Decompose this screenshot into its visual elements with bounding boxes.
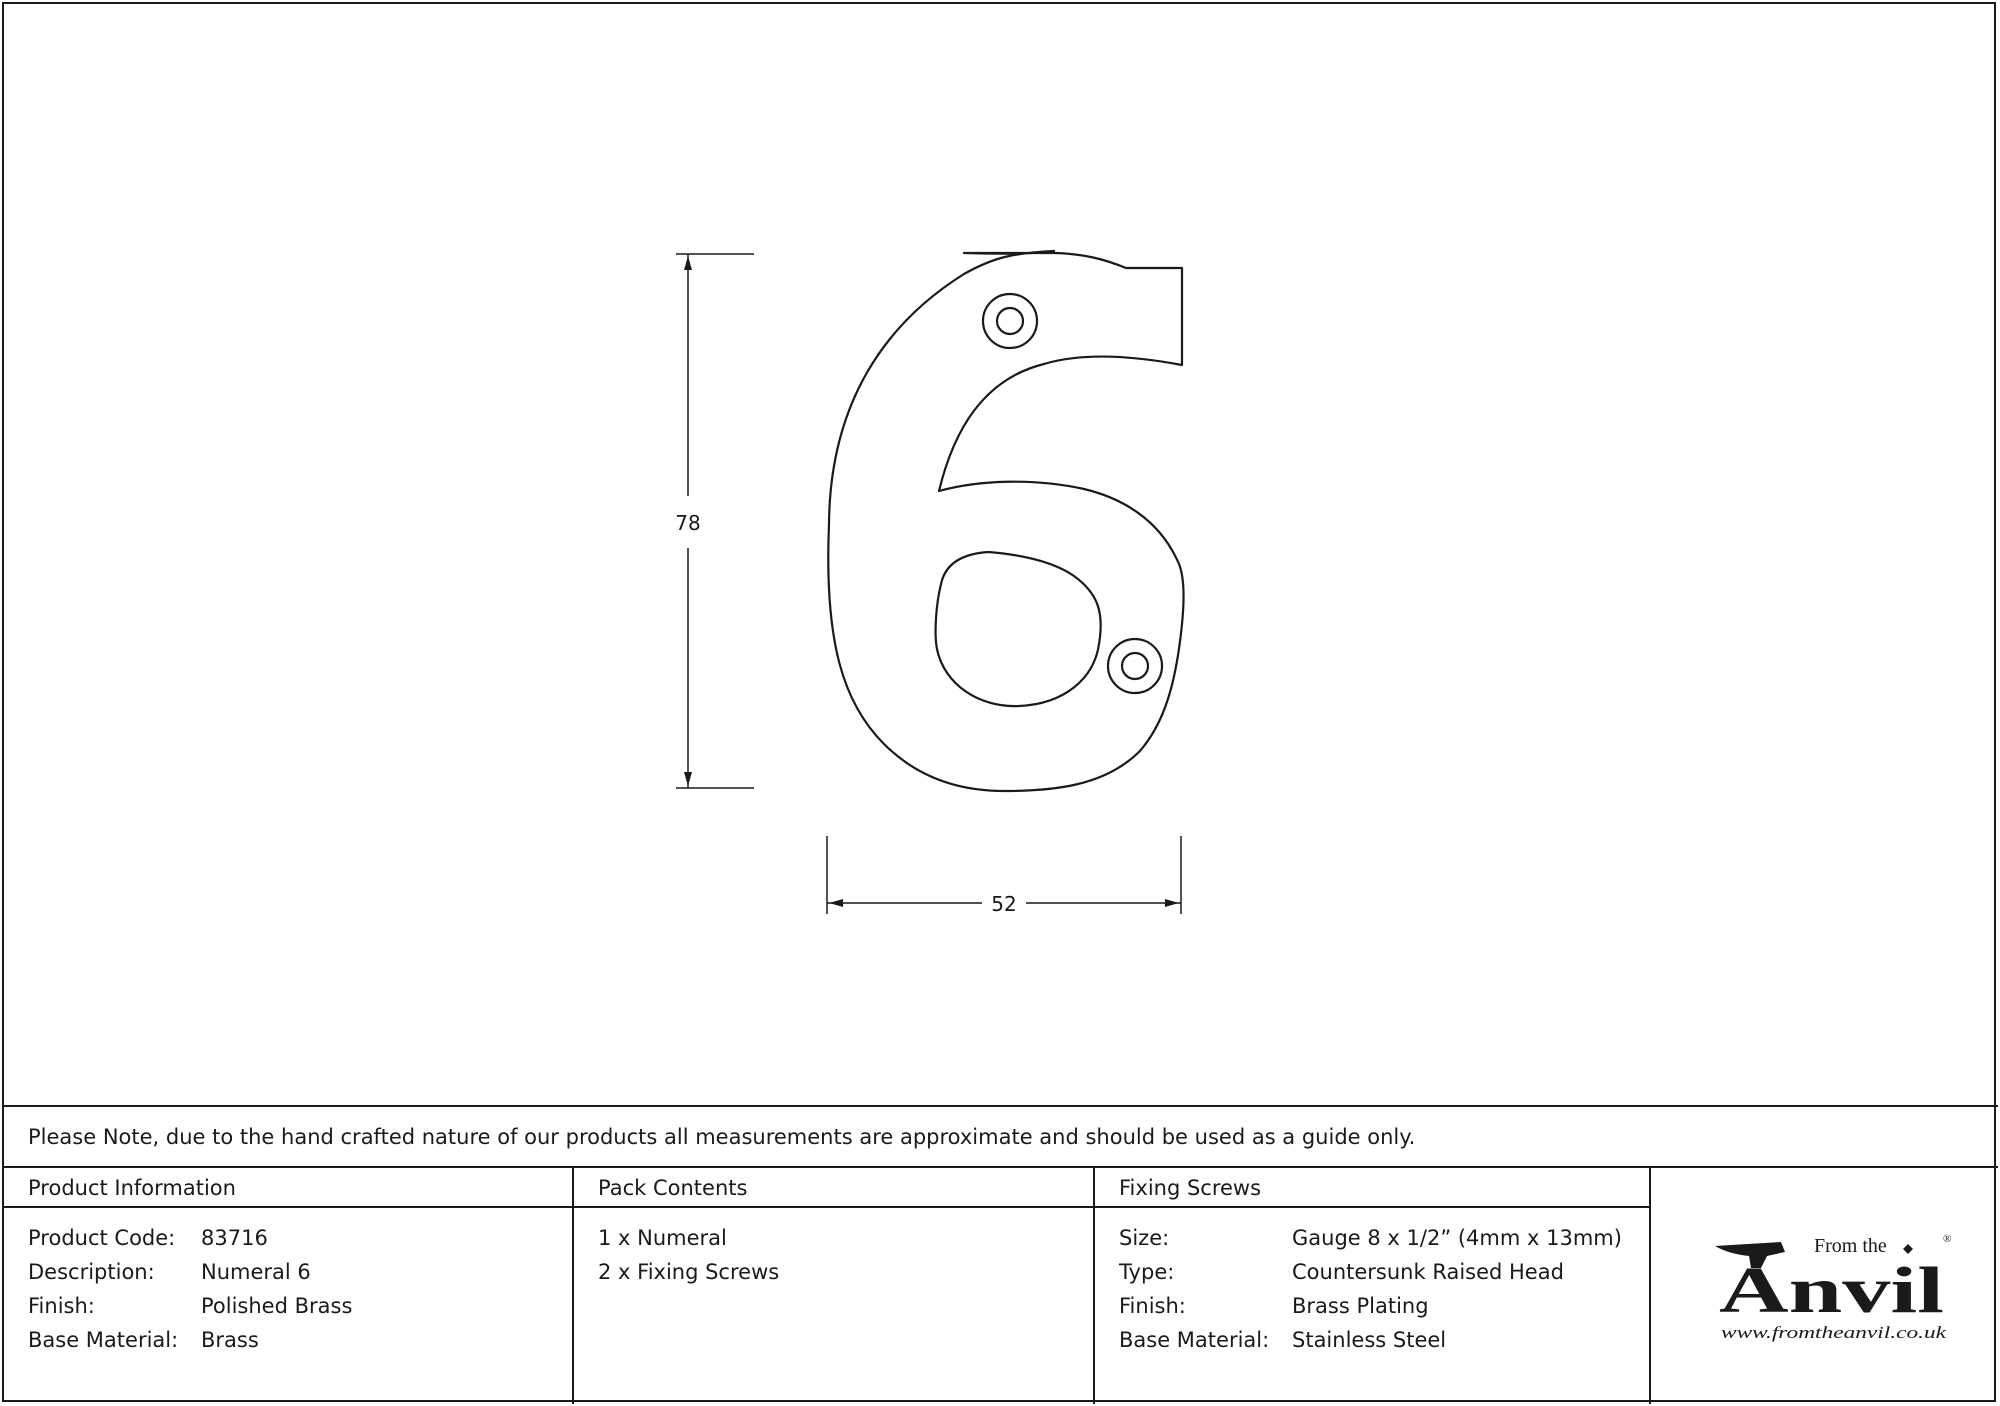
product-code-row bbox=[28, 1226, 572, 1260]
logo-url-text: www.fromtheanvil.co.uk bbox=[1721, 1323, 1947, 1342]
logo-registered-mark: ® bbox=[1943, 1233, 1952, 1245]
width-arrow-right bbox=[1165, 899, 1179, 907]
screw-type-row bbox=[1119, 1260, 1649, 1294]
logo-brand-text: Anvil bbox=[1719, 1254, 1944, 1327]
row-value: Countersunk Raised Head bbox=[1292, 1260, 1564, 1284]
row-value: Stainless Steel bbox=[1292, 1328, 1447, 1352]
height-dimension-label: 78 bbox=[675, 511, 701, 535]
pack-item: 1 x Numeral bbox=[598, 1226, 727, 1250]
bottom-screw-hole-inner bbox=[1122, 653, 1148, 679]
technical-drawing-sheet bbox=[2, 2, 1996, 1402]
row-label: Size: bbox=[1119, 1226, 1170, 1250]
diamond-icon bbox=[1903, 1244, 1913, 1254]
top-screw-hole-outer bbox=[983, 294, 1037, 348]
logo-panel bbox=[1651, 1168, 1994, 1404]
pack-item: 2 x Fixing Screws bbox=[598, 1260, 780, 1284]
disclaimer-bar bbox=[4, 1105, 1998, 1167]
height-arrow-bottom bbox=[684, 772, 692, 786]
screw-size-row bbox=[1119, 1226, 1649, 1260]
fixing-screws-panel bbox=[1095, 1168, 1651, 1404]
pack-contents-panel bbox=[574, 1168, 1095, 1404]
base-material-row bbox=[28, 1328, 572, 1362]
row-label: Base Material: bbox=[1119, 1328, 1270, 1352]
row-label: Base Material: bbox=[28, 1328, 179, 1352]
numeral-6-counter bbox=[936, 552, 1101, 706]
finish-row bbox=[28, 1294, 572, 1328]
info-table bbox=[4, 1166, 1998, 1406]
width-arrow-left bbox=[829, 899, 843, 907]
product-information-heading: Product Information bbox=[4, 1168, 572, 1208]
logo-top-text: From the bbox=[1814, 1235, 1887, 1257]
top-screw-hole-inner bbox=[997, 308, 1023, 334]
fixing-screws-heading: Fixing Screws bbox=[1095, 1168, 1649, 1208]
row-value: Brass Plating bbox=[1292, 1294, 1429, 1318]
bottom-screw-hole-outer bbox=[1108, 639, 1162, 693]
from-the-anvil-logo bbox=[1711, 1228, 1961, 1348]
numeral-6-outline bbox=[828, 251, 1183, 791]
screw-base-material-row bbox=[1119, 1328, 1649, 1362]
screw-finish-row bbox=[1119, 1294, 1649, 1328]
row-label: Product Code: bbox=[28, 1226, 176, 1250]
pack-contents-heading: Pack Contents bbox=[574, 1168, 1093, 1208]
row-value: 83716 bbox=[201, 1226, 268, 1250]
row-value: Gauge 8 x 1/2” (4mm x 13mm) bbox=[1292, 1226, 1622, 1250]
description-row bbox=[28, 1260, 572, 1294]
product-information-panel bbox=[4, 1168, 574, 1404]
row-value: Brass bbox=[201, 1328, 259, 1352]
row-label: Description: bbox=[28, 1260, 155, 1284]
width-dimension-label: 52 bbox=[991, 892, 1017, 916]
row-value: Numeral 6 bbox=[201, 1260, 311, 1284]
row-label: Finish: bbox=[28, 1294, 95, 1318]
disclaimer-text: Please Note, due to the hand crafted nature of our products all measurements are approximate and should be used as a guide only. bbox=[28, 1125, 1416, 1149]
row-label: Finish: bbox=[1119, 1294, 1186, 1318]
product-drawing bbox=[4, 4, 1998, 1104]
row-value: Polished Brass bbox=[201, 1294, 353, 1318]
row-label: Type: bbox=[1119, 1260, 1175, 1284]
height-arrow-top bbox=[684, 256, 692, 270]
